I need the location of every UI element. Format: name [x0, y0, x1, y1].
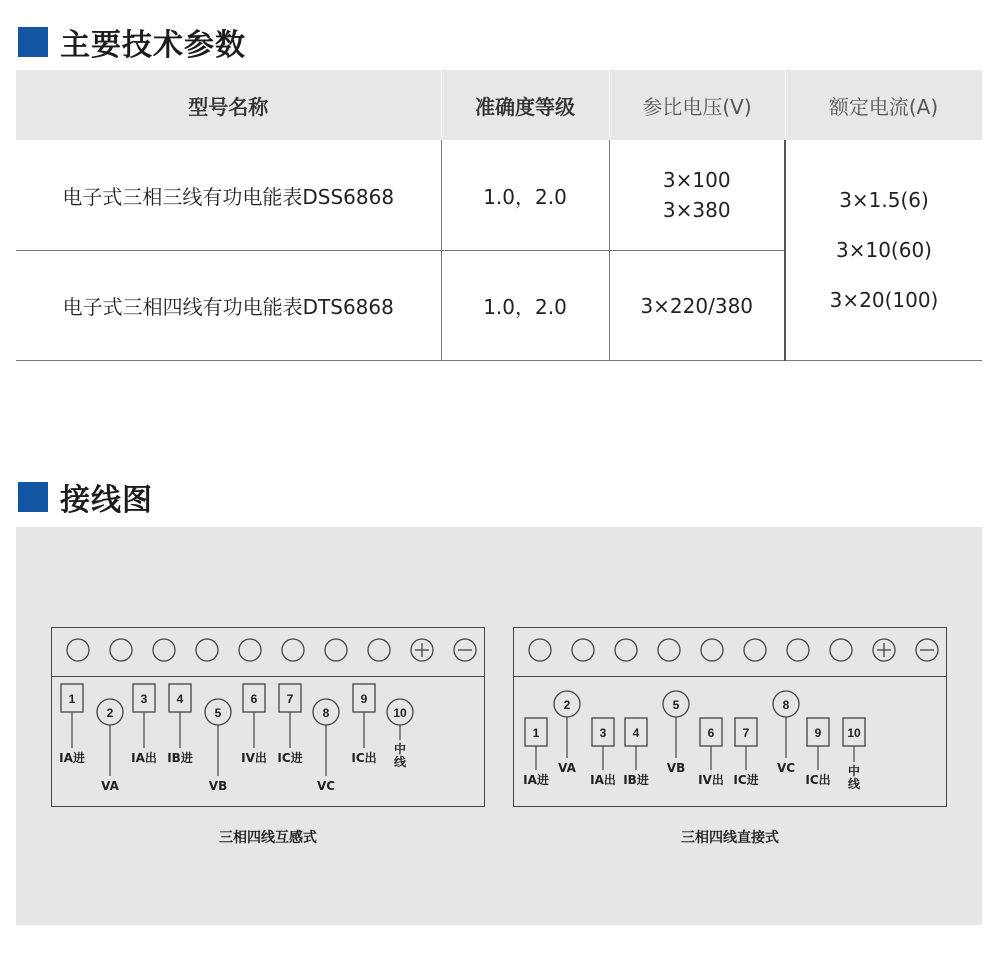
terminal-number: 2 — [106, 706, 114, 720]
terminal-number: 9 — [360, 692, 368, 706]
terminal-screw-icon — [282, 639, 304, 661]
terminal-number: 1 — [532, 726, 540, 740]
terminal-number: 6 — [250, 692, 258, 706]
terminal-label: IC进 — [733, 773, 759, 787]
header-voltage: 参比电压(V) — [609, 70, 785, 140]
terminal-screw-icon — [325, 639, 347, 661]
terminal-label: IV出 — [241, 751, 267, 765]
terminal-screw-icon — [239, 639, 261, 661]
diagram-caption: 三相四线互感式 — [219, 830, 317, 846]
terminal-label: 线 — [393, 755, 407, 769]
voltage-value — [609, 251, 785, 361]
terminal-screw-icon — [153, 639, 175, 661]
terminal-label: VC — [316, 779, 336, 793]
terminal-screw-icon — [67, 639, 89, 661]
terminal-screw-icon — [572, 639, 594, 661]
terminal-label: IB进 — [623, 773, 649, 787]
terminal-number: 7 — [286, 692, 294, 706]
terminal-screw-icon — [787, 639, 809, 661]
header-current: 额定电流(A) — [785, 70, 982, 140]
terminal-number: 1 — [68, 692, 76, 706]
terminal-label: VA — [558, 761, 576, 775]
current-value — [785, 140, 982, 361]
terminal-number: 8 — [322, 706, 330, 720]
model-name: 电子式三相三线有功电能表DSS6868 — [16, 140, 441, 251]
terminal-label: IC出 — [805, 773, 831, 787]
voltage-line: 3×220/380 — [640, 293, 754, 318]
terminal-number: 8 — [782, 698, 790, 712]
diagram-caption: 三相四线直接式 — [681, 830, 779, 846]
spec-table-header — [16, 70, 982, 140]
section-marker — [18, 482, 48, 512]
accuracy-value: 1.0，2.0 — [441, 251, 609, 361]
terminal-label: IB进 — [167, 751, 193, 765]
header-model: 型号名称 — [16, 70, 441, 140]
terminal-label: VB — [666, 761, 686, 775]
terminal-label: IA进 — [523, 773, 549, 787]
terminal-label: 中 — [847, 764, 861, 778]
terminal-screw-icon — [658, 639, 680, 661]
spec-table — [16, 70, 983, 361]
accuracy-value: 1.0，2.0 — [441, 140, 609, 251]
voltage-value — [609, 140, 785, 251]
terminal-label: 线 — [847, 777, 861, 791]
terminal-number: 5 — [672, 698, 680, 712]
wiring-terminals-svg — [52, 628, 486, 808]
terminal-label: VB — [208, 779, 228, 793]
terminal-number: 3 — [140, 692, 148, 706]
terminal-number: 10 — [393, 706, 407, 720]
terminal-number: 7 — [742, 726, 750, 740]
section-title-text: 主要技术参数 — [60, 28, 246, 63]
terminal-number: 4 — [632, 726, 640, 740]
terminal-screw-icon — [196, 639, 218, 661]
current-line: 3×20(100) — [829, 288, 939, 312]
terminal-label: IV出 — [698, 773, 724, 787]
current-line: 3×10(60) — [836, 238, 932, 262]
terminal-screw-icon — [110, 639, 132, 661]
terminal-label: IC进 — [277, 751, 303, 765]
terminal-label: IA出 — [590, 773, 616, 787]
terminal-screw-icon — [615, 639, 637, 661]
section-title-wiring — [18, 475, 153, 519]
terminal-number: 4 — [176, 692, 184, 706]
model-name: 电子式三相四线有功电能表DTS6868 — [16, 251, 441, 361]
voltage-line: 3×380 — [662, 198, 731, 222]
wiring-diagram-panel — [16, 527, 982, 925]
terminal-number: 3 — [599, 726, 607, 740]
section-title-text: 接线图 — [60, 483, 153, 518]
terminal-number: 2 — [563, 698, 571, 712]
voltage-line: 3×100 — [662, 168, 731, 192]
terminal-label: IA进 — [59, 751, 85, 765]
terminal-label: VA — [101, 779, 119, 793]
terminal-number: 6 — [707, 726, 715, 740]
terminal-label: 中 — [393, 742, 407, 756]
table-row — [16, 140, 982, 251]
terminal-screw-icon — [368, 639, 390, 661]
section-marker — [18, 27, 48, 57]
terminal-screw-icon — [830, 639, 852, 661]
wiring-diagram-direct — [513, 627, 947, 807]
terminal-number: 5 — [214, 706, 222, 720]
terminal-screw-icon — [529, 639, 551, 661]
terminal-number: 10 — [847, 726, 861, 740]
header-accuracy: 准确度等级 — [441, 70, 609, 140]
section-title-specs — [18, 20, 246, 64]
terminal-number: 9 — [814, 726, 822, 740]
terminal-label: IC出 — [351, 751, 377, 765]
terminal-label: VC — [776, 761, 796, 775]
terminal-screw-icon — [744, 639, 766, 661]
terminal-screw-icon — [701, 639, 723, 661]
wiring-diagram-transformer — [51, 627, 485, 807]
wiring-terminals-svg — [514, 628, 948, 808]
current-line: 3×1.5(6) — [839, 188, 929, 212]
terminal-label: IA出 — [131, 751, 157, 765]
